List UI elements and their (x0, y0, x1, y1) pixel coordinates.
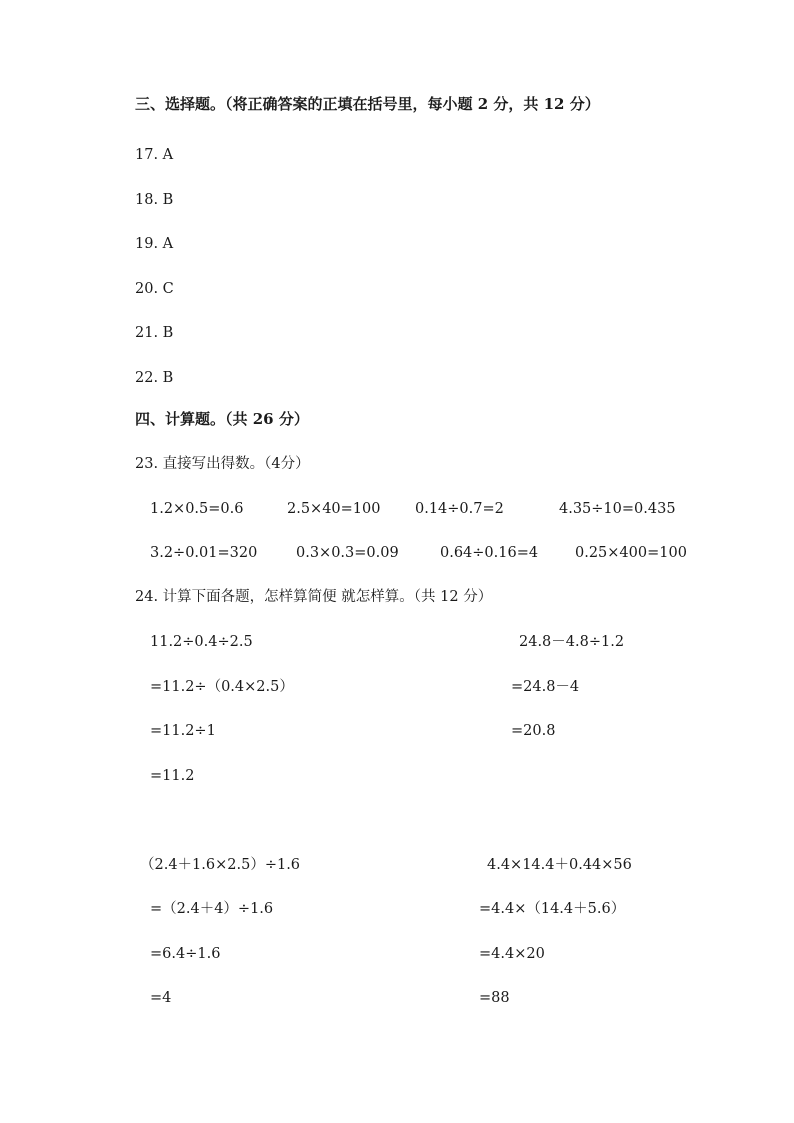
q23-item: 0.3×0.3=0.09 (296, 545, 399, 561)
q24-step: =20.8 (511, 723, 556, 739)
q23-item: 0.14÷0.7=2 (415, 501, 504, 517)
q23-item: 0.64÷0.16=4 (440, 545, 539, 561)
q24-step: =4.4×20 (479, 946, 545, 962)
q23-item: 1.2×0.5=0.6 (150, 501, 244, 517)
q24-step: =24.8－4 (511, 679, 580, 695)
answer-21: 21. B (135, 325, 174, 341)
q24-step: =11.2 (150, 768, 195, 784)
q24-step: =6.4÷1.6 (150, 946, 221, 962)
question-23-title: 23. 直接写出得数。（4分） (135, 456, 310, 472)
q24-step: =4.4×（14.4＋5.6） (479, 901, 626, 917)
q23-item: 2.5×40=100 (287, 501, 381, 517)
q24-step: =4 (150, 990, 172, 1006)
q24-step: =11.2÷1 (150, 723, 216, 739)
q24-step: 11.2÷0.4÷2.5 (150, 634, 253, 650)
q24-step: =11.2÷（0.4×2.5） (150, 679, 294, 695)
q24-step: （2.4＋1.6×2.5）÷1.6 (140, 857, 301, 873)
q24-step: 4.4×14.4＋0.44×56 (487, 857, 632, 873)
answer-20: 20. C (135, 281, 174, 297)
answer-17: 17. A (135, 147, 174, 163)
answer-18: 18. B (135, 192, 174, 208)
q24-step: =88 (479, 990, 510, 1006)
q23-item: 3.2÷0.01=320 (150, 545, 258, 561)
section-4-heading: 四、计算题。（共 26 分） (135, 410, 309, 428)
q24-step: 24.8－4.8÷1.2 (519, 634, 625, 650)
q23-item: 4.35÷10=0.435 (559, 501, 676, 517)
section-3-heading: 三、选择题。（将正确答案的正填在括号里，每小题 2 分，共 12 分） (135, 95, 600, 113)
answer-22: 22. B (135, 370, 174, 386)
q24-step: =（2.4＋4）÷1.6 (150, 901, 274, 917)
question-24-title: 24. 计算下面各题，怎样算简便 就怎样算。（共 12 分） (135, 589, 493, 605)
answer-19: 19. A (135, 236, 174, 252)
q23-item: 0.25×400=100 (575, 545, 687, 561)
